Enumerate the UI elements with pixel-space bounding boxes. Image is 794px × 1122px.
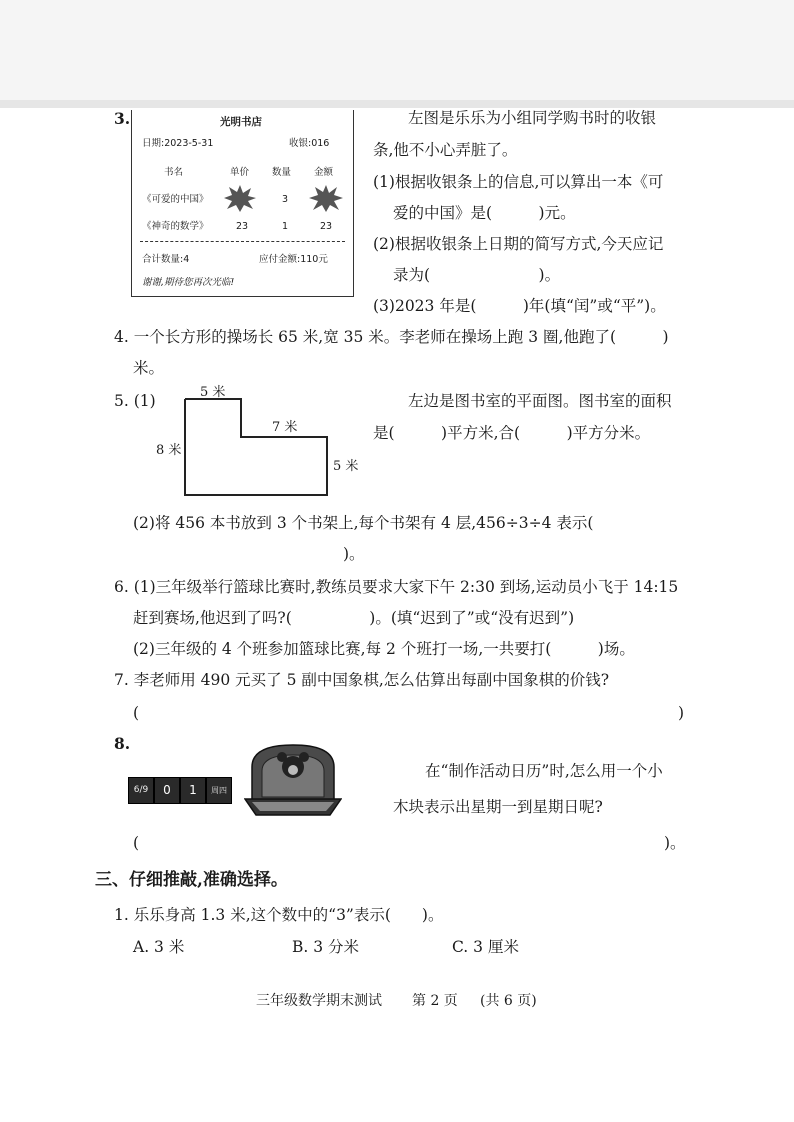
calendar-holder: [244, 741, 342, 817]
q4-line2: 米。: [133, 359, 165, 377]
receipt-row2-name: 《神奇的数学》: [142, 221, 209, 232]
q6-part1-line2: 赶到赛场,他迟到了吗?( )。(填“迟到了”或“没有迟到”): [133, 609, 575, 627]
q7-line1: 7. 李老师用 490 元买了 5 副中国象棋,怎么估算出每副中国象棋的价钱?: [114, 671, 610, 689]
q5-part2-line1: (2)将 456 本书放到 3 个书架上,每个书架有 4 层,456÷3÷4 表示(: [133, 514, 594, 532]
receipt-thanks: 谢谢,期待您再次光临!: [142, 277, 235, 288]
block-4: 周四: [206, 777, 232, 804]
footer-page: 第 2 页: [412, 993, 458, 1009]
top-margin: [0, 0, 794, 100]
option-a: A. 3 米: [133, 938, 185, 956]
footer-title: 三年级数学期末测试: [256, 993, 382, 1009]
option-b: B. 3 分米: [292, 938, 360, 956]
q5-part2-line2: )。: [343, 545, 365, 563]
footer-total: (共 6 页): [480, 993, 537, 1009]
q5-number: 5. (1): [114, 392, 156, 410]
stain-price: [223, 183, 257, 213]
receipt-total-amount: 应付金额:110元: [259, 254, 328, 265]
receipt-store: 光明书店: [220, 116, 262, 128]
receipt-divider: [140, 241, 345, 242]
q3-part1-line1: (1)根据收银条上的信息,可以算出一本《可: [373, 173, 664, 191]
section3-title: 三、仔细推敲,准确选择。: [95, 870, 288, 890]
plan-label-middle: 7 米: [272, 420, 298, 435]
q6-part1-line1: 6. (1)三年级举行篮球比赛时,教练员要求大家下午 2:30 到场,运动员小飞于 14:15: [114, 578, 679, 596]
q3-part2-line1: (2)根据收银条上日期的简写方式,今天应记: [373, 235, 664, 253]
block-1: 6/9: [128, 777, 154, 804]
receipt-cashier: 收银:016: [289, 138, 330, 149]
q6-part2: (2)三年级的 4 个班参加篮球比赛,每 2 个班打一场,一共要打( )场。: [133, 640, 635, 658]
plan-label-right: 5 米: [333, 459, 359, 474]
receipt-header-amount: 金额: [314, 167, 334, 178]
receipt-row1-name: 《可爱的中国》: [142, 194, 209, 205]
q3-part1-line2: 爱的中国》是( )元。: [393, 204, 576, 222]
plan-label-top: 5 米: [200, 385, 226, 400]
q7-open-paren: (: [133, 704, 140, 722]
q8-open-paren: (: [133, 834, 140, 852]
receipt-row2-amount: 23: [320, 221, 333, 232]
q5-text-line1: 左边是图书室的平面图。图书室的面积: [408, 392, 672, 410]
q4-line1: 4. 一个长方形的操场长 65 米,宽 35 米。李老师在操场上跑 3 圈,他跑了( ): [114, 328, 669, 346]
library-floor-plan: [184, 398, 330, 498]
q7-close-paren: ): [678, 704, 685, 722]
q3-number: 3.: [114, 109, 131, 128]
q8-text-line2: 木块表示出星期一到星期日呢?: [393, 798, 603, 816]
top-divider: [0, 100, 794, 108]
wooden-blocks: [128, 777, 232, 804]
block-3: 1: [180, 777, 206, 804]
receipt: [131, 110, 354, 297]
plan-label-left: 8 米: [156, 443, 182, 458]
receipt-header-price: 单价: [230, 167, 250, 178]
block-2: 0: [154, 777, 180, 804]
receipt-header-qty: 数量: [272, 167, 292, 178]
receipt-row2-price: 23: [236, 221, 249, 232]
q8-text-line1: 在“制作活动日历”时,怎么用一个小: [425, 762, 663, 780]
receipt-date: 日期:2023-5-31: [142, 138, 214, 149]
receipt-total-qty: 合计数量:4: [142, 254, 190, 265]
receipt-header-name: 书名: [164, 167, 184, 178]
receipt-row2-qty: 1: [282, 221, 289, 232]
stain-amount: [308, 183, 344, 213]
q8-number: 8.: [114, 734, 131, 753]
section3-q1: 1. 乐乐身高 1.3 米,这个数中的“3”表示( )。: [114, 906, 444, 924]
q3-part3: (3)2023 年是( )年(填“闰”或“平”)。: [373, 297, 666, 315]
q3-part2-line2: 录为( )。: [393, 266, 561, 284]
q5-text-line2: 是( )平方米,合( )平方分米。: [373, 424, 651, 442]
option-c: C. 3 厘米: [452, 938, 519, 956]
q8-close-paren: )。: [664, 834, 686, 852]
q3-intro-line2: 条,他不小心弄脏了。: [373, 141, 518, 159]
q3-intro-line1: 左图是乐乐为小组同学购书时的收银: [408, 109, 657, 127]
receipt-row1-qty: 3: [282, 194, 289, 205]
